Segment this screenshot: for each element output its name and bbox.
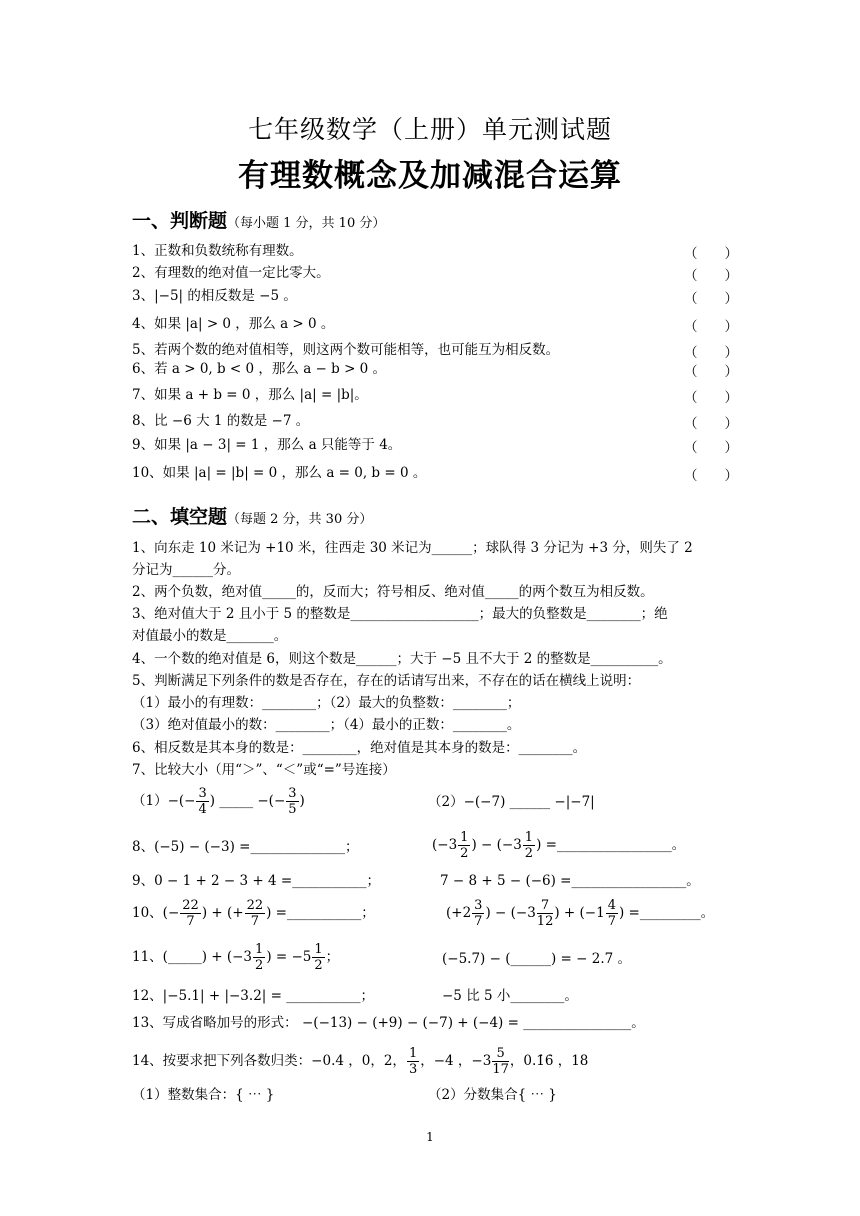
fraction-numerator: 22 — [182, 898, 199, 913]
judge-item-3: 3、|−5| 的相反数是 −5 。 — [132, 288, 297, 304]
section1-note: （每小题 1 分，共 10 分） — [227, 216, 386, 231]
fraction-1-3 — [407, 1046, 419, 1077]
q8-right-b: ) − (−3 — [471, 837, 522, 853]
fill-q7-part2: （2）−(−7) ______ −|−7| — [428, 794, 595, 810]
q8-right-a: (−3 — [432, 837, 458, 853]
page-subtitle: 七年级数学（上册）单元测试题 — [247, 115, 612, 144]
judge-answer-8[interactable]: （ ） — [684, 416, 738, 432]
q14-part-a: 14、按要求把下列各数归类：−0.4 ，0，2， — [132, 1053, 406, 1069]
judge-item-8: 8、比 −6 大 1 的数是 −7 。 — [132, 413, 310, 429]
judge-answer-2[interactable]: （ ） — [684, 268, 738, 284]
fraction-set: （2）分数集合{ ⋯ } — [428, 1087, 557, 1103]
q8-right-c: ) =_________________。 — [536, 837, 686, 853]
fill-q10-right — [446, 898, 714, 929]
judge-answer-10[interactable]: （ ） — [684, 468, 738, 484]
fraction-denominator: 7 — [250, 914, 259, 929]
q14-part-b: ，−4 ，−3 — [420, 1053, 492, 1069]
fill-q9-left: 9、0 − 1 + 2 − 3 + 4 =___________； — [132, 873, 380, 889]
judge-item-2: 2、有理数的绝对值一定比零大。 — [132, 265, 330, 281]
judge-item-5: 5、若两个数的绝对值相等，则这两个数可能相等，也可能互为相反数。 — [132, 342, 560, 358]
fraction-1-2 — [253, 942, 265, 973]
fraction-numerator: 22 — [246, 898, 264, 913]
q13-label: 13、写成省略加号的形式： — [132, 1015, 298, 1031]
q7-1-middle: ) _____ −(− — [209, 793, 286, 809]
fill-q10-left — [132, 898, 375, 929]
fill-q7-part1 — [132, 786, 305, 817]
judge-answer-3[interactable]: （ ） — [684, 291, 738, 307]
fraction-1-2 — [523, 830, 535, 861]
fraction-numerator: 3 — [474, 898, 483, 913]
fraction-denominator: 12 — [536, 914, 554, 929]
fraction-numerator: 4 — [607, 898, 616, 913]
fraction-numerator: 7 — [537, 898, 554, 914]
fill-q6: 6、相反数是其本身的数是：________，绝对值是其本身的数是：________。 — [132, 740, 587, 756]
fraction-3-7 — [472, 898, 484, 929]
fill-q11-left — [132, 942, 339, 973]
fraction-numerator: 3 — [288, 786, 297, 801]
fill-q14 — [132, 1046, 588, 1077]
q10-left-b: ) + (+ — [201, 905, 244, 921]
fill-q13 — [132, 1014, 645, 1032]
judge-answer-7[interactable]: （ ） — [684, 390, 738, 406]
fraction-numerator: 5 — [492, 1046, 509, 1062]
fraction-numerator: 1 — [524, 830, 534, 845]
judge-answer-1[interactable]: （ ） — [684, 246, 738, 262]
fill-q12-right: −5 比 5 小________。 — [442, 988, 578, 1004]
q14-part-c: ，0.1̇6̇ ，18 — [509, 1053, 589, 1069]
fraction-denominator: 2 — [460, 846, 469, 861]
fraction-5-17 — [492, 1046, 509, 1077]
page-number: 1 — [426, 1130, 434, 1144]
fill-q11-right: (−5.7) − (______) = − 2.7 。 — [442, 951, 631, 967]
judge-item-6: 6、若 a > 0, b < 0 ，那么 a − b > 0 。 — [132, 361, 387, 377]
section2-title: 二、填空题 — [132, 506, 228, 528]
fraction-denominator: 17 — [492, 1062, 509, 1077]
fraction-1-2 — [458, 830, 470, 861]
judge-answer-4[interactable]: （ ） — [684, 319, 738, 335]
section1-title: 一、判断题 — [132, 210, 228, 232]
fraction-denominator: 5 — [288, 802, 297, 817]
fill-q5-part2: （3）绝对值最小的数：________；（4）最小的正数：________。 — [132, 717, 521, 733]
judge-item-4: 4、如果 |a| > 0 ，那么 a > 0 。 — [132, 316, 335, 332]
q10-left-a: 10、(− — [132, 905, 180, 921]
fill-q1-line1: 1、向东走 10 米记为 +10 米，往西走 30 米记为______；球队得 3 分记为 +3 分，则失了 2 — [132, 540, 693, 556]
fraction-3-4 — [196, 786, 208, 817]
section1-heading — [132, 206, 385, 233]
fill-q7: 7、比较大小（用“＞”、“＜”或“=”号连接） — [132, 762, 396, 778]
fraction-denominator: 7 — [607, 914, 616, 929]
q7-1-prefix: （1）−(− — [132, 793, 196, 809]
page-title: 有理数概念及加减混合运算 — [238, 158, 622, 194]
fraction-7-12 — [537, 898, 554, 929]
fraction-denominator: 7 — [186, 914, 195, 929]
q10-left-c: ) =___________； — [266, 905, 375, 921]
fraction-numerator: 1 — [255, 942, 264, 957]
fraction-numerator: 1 — [314, 942, 323, 957]
q7-1-suffix: ) — [299, 793, 305, 809]
fraction-denominator: 4 — [198, 802, 207, 817]
judge-item-10: 10、如果 |a| = |b| = 0 ，那么 a = 0, b = 0 。 — [132, 465, 427, 481]
fill-q3-line2: 对值最小的数是_______。 — [132, 628, 288, 644]
q11-left-b: ) = −5 — [266, 949, 312, 965]
fraction-numerator: 3 — [198, 786, 207, 801]
q10-right-d: ) =_________。 — [618, 905, 715, 921]
fraction-denominator: 2 — [255, 958, 264, 973]
fill-q1-line2: 分记为______分。 — [132, 562, 240, 578]
section2-note: （每题 2 分，共 30 分） — [227, 512, 373, 527]
fraction-numerator: 1 — [408, 1046, 418, 1061]
judge-answer-5[interactable]: （ ） — [684, 345, 738, 361]
fill-q9-right: 7 − 8 + 5 − (−6) =_________________。 — [440, 873, 700, 889]
fill-q3-line1: 3、绝对值大于 2 且小于 5 的整数是___________________；最大的负整数是________；绝 — [132, 606, 668, 622]
judge-item-7: 7、如果 a + b = 0 ，那么 |a| = |b|。 — [132, 387, 368, 403]
fill-q2: 2、两个负数，绝对值_____的，反而大；符号相反、绝对值_____的两个数互为相反数。 — [132, 584, 654, 600]
fraction-denominator: 3 — [408, 1062, 418, 1077]
judge-answer-9[interactable]: （ ） — [684, 440, 738, 456]
fraction-1-2 — [312, 942, 324, 973]
fraction-denominator: 2 — [314, 958, 323, 973]
fill-q4: 4、一个数的绝对值是 6，则这个数是______；大于 −5 且不大于 2 的整数是__________。 — [132, 651, 672, 667]
fill-q8-left: 8、(−5) − (−3) =______________； — [132, 839, 359, 855]
fill-q8-right — [432, 830, 685, 861]
q10-right-a: (+2 — [446, 905, 472, 921]
q11-left-a: 11、(_____) + (−3 — [132, 949, 253, 965]
judge-item-9: 9、如果 |a − 3| = 1 ，那么 a 只能等于 4。 — [132, 437, 402, 453]
q13-expression: −(−13) − (+9) − (−7) + (−4) = ________________。 — [301, 1015, 645, 1031]
q10-right-b: ) − (−3 — [485, 905, 536, 921]
integer-set: （1）整数集合：{ ⋯ } — [132, 1087, 275, 1103]
q10-right-c: ) + (−1 — [554, 905, 605, 921]
fill-q5: 5、判断满足下列条件的数是否存在，存在的话请写出来，不存在的话在横线上说明： — [132, 673, 641, 689]
fraction-3-5 — [286, 786, 298, 817]
section2-heading — [132, 502, 372, 529]
fill-q5-part1: （1）最小的有理数：________；（2）最大的负整数：________； — [132, 695, 521, 711]
judge-answer-6[interactable]: （ ） — [684, 364, 738, 380]
fraction-22-7 — [180, 898, 201, 929]
fraction-numerator: 1 — [460, 830, 469, 845]
q11-left-c: ； — [325, 949, 340, 965]
judge-item-1: 1、正数和负数统称有理数。 — [132, 243, 303, 259]
fill-q12-left: 12、|−5.1| + |−3.2| = ___________； — [132, 988, 374, 1004]
fraction-denominator: 7 — [474, 914, 483, 929]
fraction-4-7 — [606, 898, 618, 929]
fraction-22-7 — [245, 898, 266, 929]
fraction-denominator: 2 — [524, 846, 534, 861]
